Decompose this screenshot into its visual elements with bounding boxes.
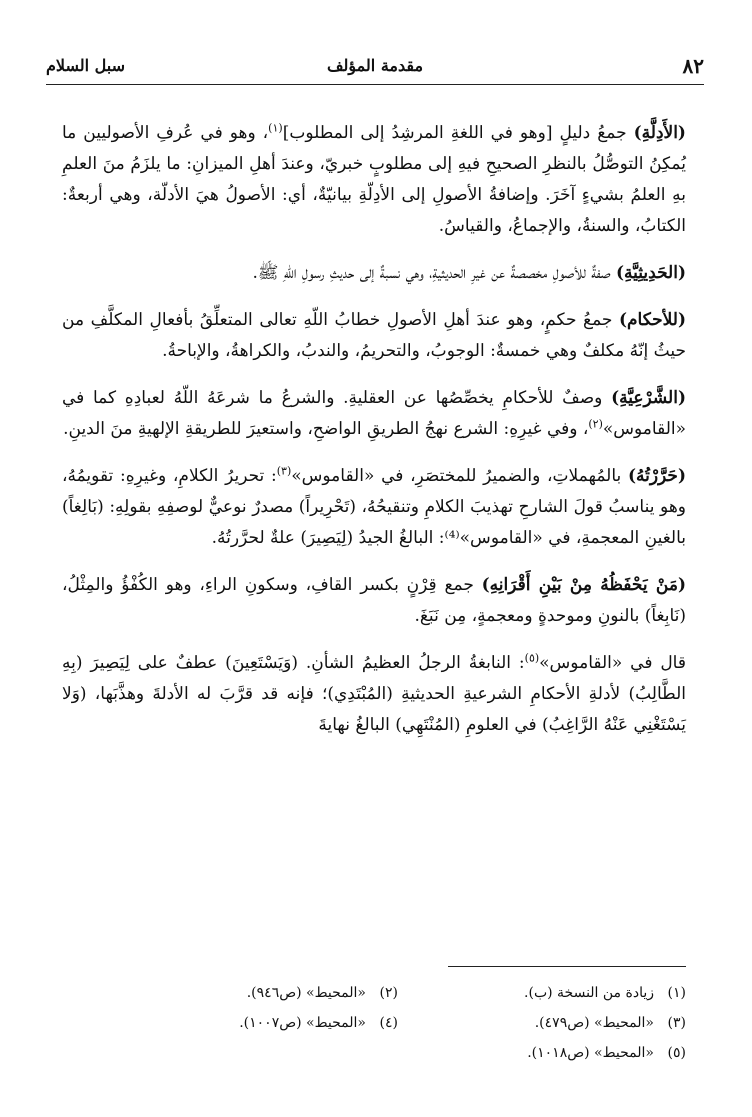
footnote-text: «المحيط» (ص٩٤٦). xyxy=(246,985,366,1001)
paragraph-rest: ، وهو في عُرفِ الأصوليين ما يُمكِنُ التوصُّلُ بالنظرِ الصحيحِ فيهِ إلى مطلوبٍ خبريّ، وعندَ أهلِ الميزانِ: ما يلزَمُ منَ العلمِ بهِ العلمُ بشيءٍ آخَرَ. وإضافةُ الأصولِ إلى الأدِلّةِ بيانيّةٌ، أي: الأصولُ هيَ الأدلّة، وهي أربعةٌ: الكتابُ، والسنةُ، والإجماعُ، والقياسُ. xyxy=(62,123,686,236)
footnote-item xyxy=(438,978,686,1008)
paragraph xyxy=(62,258,686,289)
footnote-ref: (٣) xyxy=(276,464,292,478)
main-text xyxy=(62,118,686,757)
paragraph xyxy=(62,118,686,242)
footnotes xyxy=(150,978,686,1068)
footnote-ref: (٥) xyxy=(524,651,540,665)
paragraph xyxy=(62,461,686,554)
paragraph-text: قال في «القاموس» xyxy=(539,653,686,673)
paragraph-term: (مَنْ يَحْفَظُهُ مِنْ بَيْنِ أَقْرَانِهِ) xyxy=(481,575,686,595)
footnote-number: (٣) xyxy=(667,1015,686,1031)
chapter-title: مقدمة المؤلف xyxy=(326,56,424,75)
paragraph-term: (الحَدِيثِيَّةِ) xyxy=(616,263,686,283)
paragraph-rest: ، وفي غيرِهِ: الشرع نهجُ الطريقِ الواضحِ، واستعيرَ للطريقةِ الإلهيةِ منَ الدينِ. xyxy=(63,419,589,439)
paragraph-term: (للأحكام) xyxy=(618,310,686,330)
footnote-text: زيادة من النسخة (ب). xyxy=(524,985,654,1001)
paragraph-term: (الأَدِلَّةِ) xyxy=(633,123,686,143)
footnote-item xyxy=(150,1008,398,1038)
footnote-text: «المحيط» (ص٤٧٩). xyxy=(534,1015,654,1031)
paragraph-text: جمعُ حكمٍ، وهو عندَ أهلِ الأصولِ خطابُ اللّهِ تعالى المتعلِّقُ بأفعالِ المكلَّفِ من حيثُ إنّهُ مكلفٌ وهي خمسةٌ: الوجوبُ، والتحريمُ، والندبُ، والكراهةُ، والإباحةُ. xyxy=(62,310,686,361)
footnote-text: «المحيط» (ص١٠٠٧). xyxy=(239,1015,366,1031)
footnote-number: (٥) xyxy=(667,1045,686,1061)
footnote-number: (٤) xyxy=(379,1015,398,1031)
book-title: سبل السلام xyxy=(46,56,125,75)
paragraph-term: (حَرَّرْتُهُ) xyxy=(627,466,686,486)
footnote-item xyxy=(438,1038,686,1068)
paragraph-text: وصفٌ للأحكامِ يخصِّصُها عن العقليةِ. والشرعُ ما شرعَهُ اللّهُ لعبادِهِ كما في «القاموس» xyxy=(62,388,686,439)
footnote-number: (٢) xyxy=(379,985,398,1001)
paragraph-text: جمع قِرْنٍ بكسر القافِ، وسكونِ الراءِ، وهو الكُفْؤُ والمِثْلُ، (نَابِغاً) بالنونِ وموحدةٍ ومعجمةٍ، مِن نَبَغَ. xyxy=(62,575,686,626)
paragraph-text: بالمُهملاتِ، والضميرُ للمختصَرِ، في «القاموس» xyxy=(291,466,628,486)
paragraph xyxy=(62,648,686,741)
footnote-item xyxy=(438,1008,686,1038)
paragraph xyxy=(62,570,686,632)
running-header xyxy=(46,50,704,85)
paragraph-text: جمعُ دليلٍ [وهو في اللغةِ المرشِدُ إلى المطلوب] xyxy=(282,123,634,143)
footnote-text: «المحيط» (ص١٠١٨). xyxy=(527,1045,654,1061)
footnote-number: (١) xyxy=(667,985,686,1001)
paragraph-rest: : النابغةُ الرجلُ العظيمُ الشأنِ. (وَيَسْتَعِينَ) عطفٌ على لِيَصِيرَ (بِهِ الطَّالِبُ) لأدلةِ الأحكامِ الشرعيةِ الحديثيةِ (المُبْتَدِي)؛ فإنه قد قرَّبَ له الأدلةَ وهذَّبَها، (وَلا يَسْتَغْنِي عَنْهُ الرَّاغِبُ) في العلومِ (المُنْتَهِي) البالغُ نهايةَ xyxy=(62,653,686,735)
footnote-divider xyxy=(448,966,686,967)
paragraph-text: صفةٌ للأصولِ مخصصةٌ عن غيرِ الحديثيةِ، وهي نسبةٌ إلى حديثِ رسولِ اللّهِ ﷺ. xyxy=(252,263,616,283)
paragraph xyxy=(62,383,686,445)
paragraph xyxy=(62,305,686,367)
paragraph-term: (الشَّرْعِيَّةِ) xyxy=(611,388,686,408)
footnote-ref: (٢) xyxy=(588,417,603,431)
footnote-item xyxy=(150,978,398,1008)
footnote-ref: (١) xyxy=(268,121,283,135)
paragraph-rest: : تحريرُ الكلامِ، وغيرِهِ: تقويمُهُ، وهو يناسبُ قولَ الشارحِ تهذيبَ الكلامِ وتنقيحُهُ، (تَحْرِيراً) مصدرٌ نوعيٌّ لوصفِهِ بقولِهِ: (بَالِغاً) بالغينِ المعجمةِ، في «القاموس»⁽⁴⁾: البالغُ الجيدُ (لِيَصِيرَ) علةٌ لحرَّرتُهُ. xyxy=(62,466,686,548)
page-number: ٨٢ xyxy=(682,54,704,78)
